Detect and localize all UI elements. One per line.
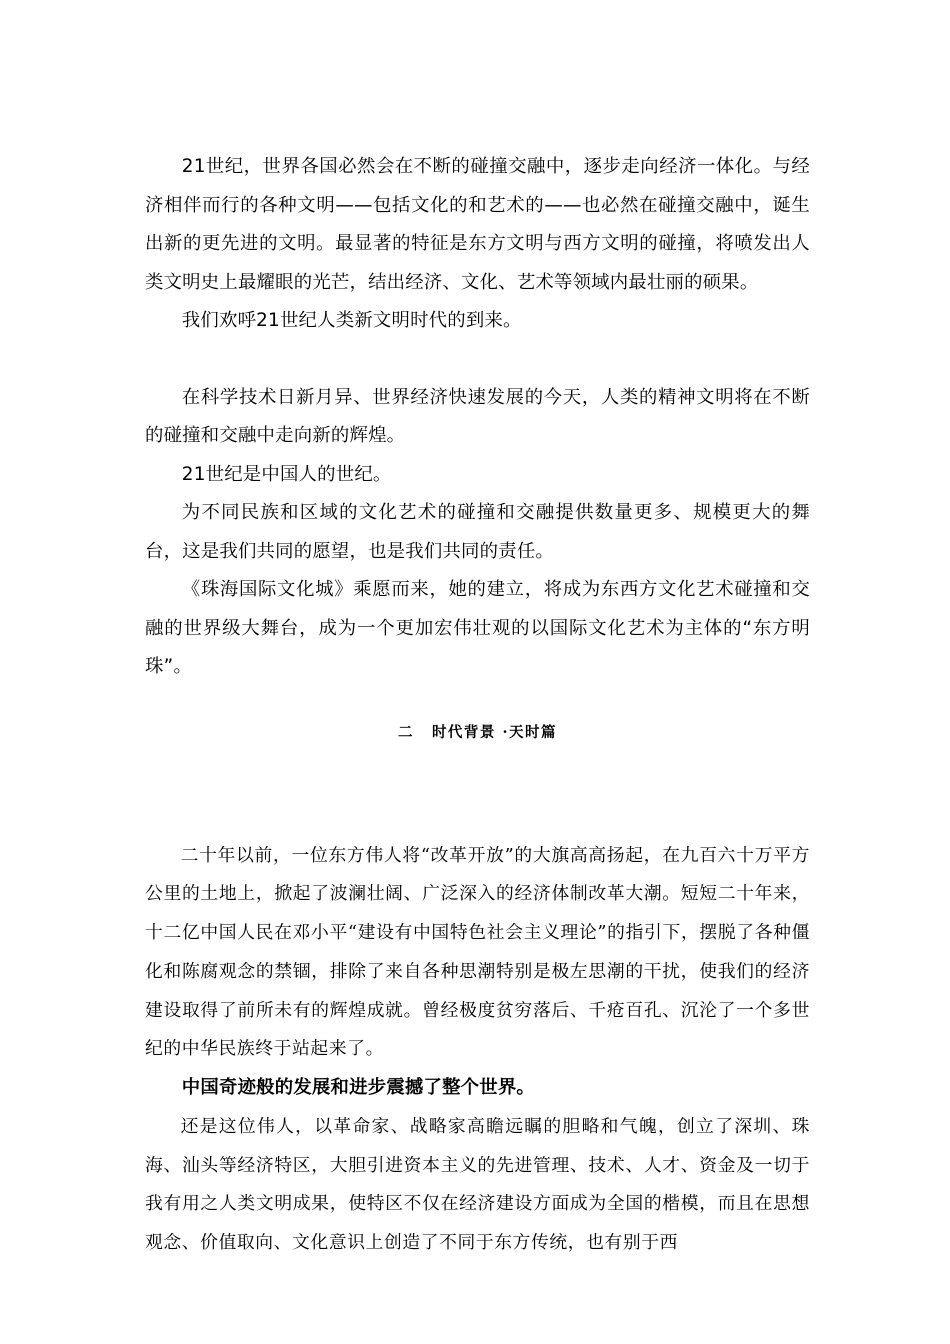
section-gap (145, 341, 810, 379)
section-heading-title: 时代背景 ·天时篇 (431, 723, 558, 741)
paragraph-reform-opening: 二十年以前，一位东方伟人将“改革开放”的大旗高高扬起，在九百六十万平方公里的土地上，掀起了波澜壮阔、广泛深入的经济体制改革大潮。短短二十年来，十二亿中国人民在邓小平“建设有中国特色社会主义理论”的指引下，摆脱了各种僵化和陈腐观念的禁锢，排除了来自各种思潮特别是极左思潮的干扰，使我们的经济建设取得了前所未有的辉煌成就。曾经极度贫穷落后、千疮百孔、沉沦了一个多世纪的中华民族终于站起来了。 (145, 844, 810, 1060)
paragraph-zhuhai-culture-city: 《珠海国际文化城》乘愿而来，她的建立，将成为东西方文化艺术碰撞和交融的世界级大舞台，成为一个更加宏伟壮观的以国际文化艺术为主体的“东方明珠”。 (145, 579, 810, 677)
section-heading-block (145, 687, 810, 837)
paragraph-spiritual-civilization: 在科学技术日新月异、世界经济快速发展的今天，人类的精神文明将在不断的碰撞和交融中走向新的辉煌。 (145, 386, 810, 446)
section-heading-number: 二 (397, 723, 414, 741)
paragraph-21st-century-civilization: 21世纪，世界各国必然会在不断的碰撞交融中，逐步走向经济一体化。与经济相伴而行的各种文明——包括文化的和艺术的——也必然在碰撞交融中，诞生出新的更先进的文明。最显著的特征是东方文明与西方文明的碰撞，将喷发出人类文明史上最耀眼的光芒，结出经济、文化、艺术等领域内最壮丽的硕果。 (145, 156, 810, 293)
paragraph-shared-responsibility: 为不同民族和区域的文化艺术的碰撞和交融提供数量更多、规模更大的舞台，这是我们共同的愿望，也是我们共同的责任。 (145, 502, 810, 562)
section-heading (145, 721, 810, 742)
paragraph-chinese-century: 21世纪是中国人的世纪。 (181, 463, 392, 485)
paragraph-bold-statement: 中国奇迹般的发展和进步震撼了整个世界。 (181, 1077, 536, 1099)
paragraph-welcome-new-era: 我们欢呼21世纪人类新文明时代的到来。 (181, 310, 522, 331)
document-page (145, 148, 810, 1263)
paragraph-special-economic-zones: 还是这位伟人，以革命家、战略家高瞻远瞩的胆略和气魄，创立了深圳、珠海、汕头等经济特区，大胆引进资本主义的先进管理、技术、人才、资金及一切于我有用之人类文明成果，使特区不仅在经济建设方面成为全国的楷模，而且在思想观念、价值取向、文化意识上创造了不同于东方传统，也有别于西 (145, 1115, 810, 1254)
